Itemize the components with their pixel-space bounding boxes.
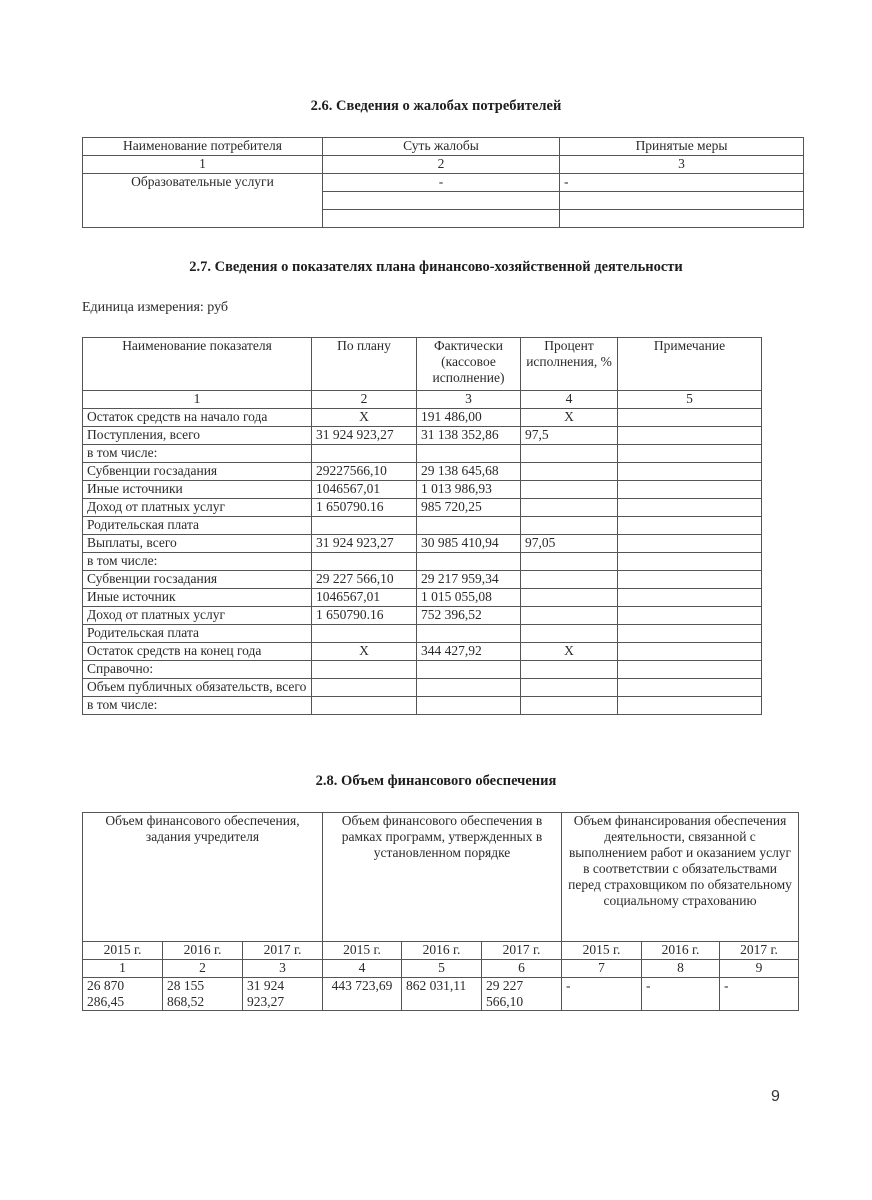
percent-cell xyxy=(521,553,618,571)
header-cell: Наименование показателя xyxy=(83,338,312,391)
note-cell xyxy=(618,643,762,661)
percent-cell xyxy=(521,481,618,499)
complaint-cell: - xyxy=(323,174,560,192)
plan-cell xyxy=(312,661,417,679)
value-cell: 26 870 286,45 xyxy=(83,978,163,1011)
indicator-name-cell: Выплаты, всего xyxy=(83,535,312,553)
column-number: 7 xyxy=(562,960,642,978)
indicator-name-cell: Справочно: xyxy=(83,661,312,679)
percent-cell xyxy=(521,607,618,625)
plan-cell: 1046567,01 xyxy=(312,481,417,499)
year-cell: 2015 г. xyxy=(83,942,163,960)
table-row xyxy=(83,589,762,607)
header-cell: Суть жалобы xyxy=(323,138,560,156)
plan-cell xyxy=(312,553,417,571)
fact-cell: 1 015 055,08 xyxy=(417,589,521,607)
column-number: 1 xyxy=(83,391,312,409)
year-cell: 2017 г. xyxy=(482,942,562,960)
indicator-name-cell: Остаток средств на начало года xyxy=(83,409,312,427)
percent-cell xyxy=(521,463,618,481)
fact-cell xyxy=(417,625,521,643)
table-row xyxy=(83,661,762,679)
complaint-cell xyxy=(323,210,560,228)
table-row xyxy=(83,445,762,463)
table-row xyxy=(83,571,762,589)
note-cell xyxy=(618,427,762,445)
measures-cell: - xyxy=(560,174,804,192)
percent-cell: X xyxy=(521,409,618,427)
plan-cell: X xyxy=(312,643,417,661)
fact-cell: 1 013 986,93 xyxy=(417,481,521,499)
indicator-name-cell: Субвенции госзадания xyxy=(83,571,312,589)
section-2-8-title: 2.8. Объем финансового обеспечения xyxy=(315,773,557,789)
column-number: 2 xyxy=(323,156,560,174)
column-number: 6 xyxy=(482,960,562,978)
fact-cell: 29 138 645,68 xyxy=(417,463,521,481)
note-cell xyxy=(618,625,762,643)
header-cell: Принятые меры xyxy=(560,138,804,156)
fact-cell: 191 486,00 xyxy=(417,409,521,427)
plan-cell: 1 650790.16 xyxy=(312,499,417,517)
note-cell xyxy=(618,607,762,625)
note-cell xyxy=(618,571,762,589)
fact-cell xyxy=(417,445,521,463)
unit-label: Единица измерения: руб xyxy=(82,300,229,315)
plan-cell: 31 924 923,27 xyxy=(312,535,417,553)
group-header-social-insurance: Объем финансирования обеспечения деятельности, связанной с выполнением работ и оказанием услуг в соответствии с обязательствами перед страховщиком по обязательному социальному страхованию xyxy=(562,813,799,942)
header-cell: Фактически (кассовое исполнение) xyxy=(417,338,521,391)
year-cell: 2015 г. xyxy=(323,942,402,960)
percent-cell xyxy=(521,517,618,535)
consumer-cell: Образовательные услуги xyxy=(83,174,323,228)
fact-cell: 344 427,92 xyxy=(417,643,521,661)
note-cell xyxy=(618,409,762,427)
financial-support-table xyxy=(82,812,799,1011)
year-cell: 2016 г. xyxy=(642,942,720,960)
column-number: 1 xyxy=(83,156,323,174)
indicator-name-cell: Родительская плата xyxy=(83,517,312,535)
plan-cell xyxy=(312,625,417,643)
section-2-6-title: 2.6. Сведения о жалобах потребителей xyxy=(310,98,562,114)
value-cell: - xyxy=(562,978,642,1011)
header-cell: Наименование потребителя xyxy=(83,138,323,156)
column-number: 4 xyxy=(323,960,402,978)
financial-plan-rows xyxy=(83,409,762,715)
table-row xyxy=(83,553,762,571)
note-cell xyxy=(618,679,762,697)
value-cell: 28 155 868,52 xyxy=(163,978,243,1011)
note-cell xyxy=(618,445,762,463)
fact-cell xyxy=(417,697,521,715)
note-cell xyxy=(618,535,762,553)
measures-cell xyxy=(560,210,804,228)
table-row xyxy=(83,697,762,715)
indicator-name-cell: в том числе: xyxy=(83,697,312,715)
column-number: 8 xyxy=(642,960,720,978)
fact-cell: 29 217 959,34 xyxy=(417,571,521,589)
column-number-row xyxy=(83,960,799,978)
fact-cell xyxy=(417,679,521,697)
plan-cell xyxy=(312,679,417,697)
complaint-cell xyxy=(323,192,560,210)
indicator-name-cell: в том числе: xyxy=(83,553,312,571)
value-cell: 862 031,11 xyxy=(402,978,482,1011)
percent-cell xyxy=(521,625,618,643)
fact-cell xyxy=(417,661,521,679)
note-cell xyxy=(618,553,762,571)
note-cell xyxy=(618,463,762,481)
complaints-table xyxy=(82,137,804,228)
column-number: 5 xyxy=(402,960,482,978)
table-header-row xyxy=(83,338,762,391)
percent-cell xyxy=(521,571,618,589)
note-cell xyxy=(618,499,762,517)
note-cell xyxy=(618,517,762,535)
plan-cell xyxy=(312,517,417,535)
table-row xyxy=(83,643,762,661)
column-number: 2 xyxy=(163,960,243,978)
indicator-name-cell: Иные источник xyxy=(83,589,312,607)
plan-cell: 29 227 566,10 xyxy=(312,571,417,589)
section-2-7-title: 2.7. Сведения о показателях плана финансово-хозяйственной деятельности xyxy=(189,259,683,275)
percent-cell xyxy=(521,661,618,679)
column-number-row xyxy=(83,156,804,174)
table-row xyxy=(83,481,762,499)
note-cell xyxy=(618,589,762,607)
table-row xyxy=(83,499,762,517)
indicator-name-cell: Поступления, всего xyxy=(83,427,312,445)
header-cell: Процент исполнения, % xyxy=(521,338,618,391)
percent-cell xyxy=(521,589,618,607)
year-cell: 2017 г. xyxy=(243,942,323,960)
measures-cell xyxy=(560,192,804,210)
group-header-row xyxy=(83,813,799,942)
financial-plan-table xyxy=(82,337,762,715)
percent-cell xyxy=(521,679,618,697)
table-row xyxy=(83,679,762,697)
indicator-name-cell: Субвенции госзадания xyxy=(83,463,312,481)
value-cell: - xyxy=(720,978,799,1011)
percent-cell xyxy=(521,697,618,715)
note-cell xyxy=(618,661,762,679)
note-cell xyxy=(618,481,762,499)
indicator-name-cell: Доход от платных услуг xyxy=(83,499,312,517)
year-cell: 2015 г. xyxy=(562,942,642,960)
column-number: 3 xyxy=(560,156,804,174)
value-cell: 29 227 566,10 xyxy=(482,978,562,1011)
table-row xyxy=(83,409,762,427)
table-row xyxy=(83,517,762,535)
table-row xyxy=(83,463,762,481)
indicator-name-cell: в том числе: xyxy=(83,445,312,463)
column-number: 9 xyxy=(720,960,799,978)
plan-cell: X xyxy=(312,409,417,427)
indicator-name-cell: Остаток средств на конец года xyxy=(83,643,312,661)
percent-cell: 97,5 xyxy=(521,427,618,445)
header-cell: Примечание xyxy=(618,338,762,391)
group-header-programs: Объем финансового обеспечения в рамках программ, утвержденных в установленном порядке xyxy=(323,813,562,942)
fact-cell: 985 720,25 xyxy=(417,499,521,517)
percent-cell xyxy=(521,445,618,463)
year-cell: 2017 г. xyxy=(720,942,799,960)
percent-cell: X xyxy=(521,643,618,661)
fact-cell xyxy=(417,517,521,535)
table-row xyxy=(83,625,762,643)
indicator-name-cell: Родительская плата xyxy=(83,625,312,643)
column-number: 2 xyxy=(312,391,417,409)
years-row xyxy=(83,942,799,960)
value-cell: 443 723,69 xyxy=(323,978,402,1011)
column-number: 3 xyxy=(417,391,521,409)
note-cell xyxy=(618,697,762,715)
plan-cell: 1046567,01 xyxy=(312,589,417,607)
table-row xyxy=(83,174,804,192)
values-row xyxy=(83,978,799,1011)
table-header-row xyxy=(83,138,804,156)
plan-cell xyxy=(312,445,417,463)
group-header-founder-task: Объем финансового обеспечения, задания учредителя xyxy=(83,813,323,942)
indicator-name-cell: Доход от платных услуг xyxy=(83,607,312,625)
table-row xyxy=(83,427,762,445)
fact-cell: 30 985 410,94 xyxy=(417,535,521,553)
column-number: 4 xyxy=(521,391,618,409)
plan-cell: 31 924 923,27 xyxy=(312,427,417,445)
year-cell: 2016 г. xyxy=(402,942,482,960)
plan-cell: 1 650790.16 xyxy=(312,607,417,625)
fact-cell: 752 396,52 xyxy=(417,607,521,625)
indicator-name-cell: Объем публичных обязательств, всего xyxy=(83,679,312,697)
table-row xyxy=(83,607,762,625)
column-number: 1 xyxy=(83,960,163,978)
value-cell: 31 924 923,27 xyxy=(243,978,323,1011)
table-row xyxy=(83,535,762,553)
plan-cell xyxy=(312,697,417,715)
plan-cell: 29227566,10 xyxy=(312,463,417,481)
column-number: 3 xyxy=(243,960,323,978)
percent-cell xyxy=(521,499,618,517)
year-cell: 2016 г. xyxy=(163,942,243,960)
percent-cell: 97,05 xyxy=(521,535,618,553)
column-number: 5 xyxy=(618,391,762,409)
page-number: 9 xyxy=(771,1088,780,1105)
indicator-name-cell: Иные источники xyxy=(83,481,312,499)
fact-cell xyxy=(417,553,521,571)
column-number-row xyxy=(83,391,762,409)
fact-cell: 31 138 352,86 xyxy=(417,427,521,445)
header-cell: По плану xyxy=(312,338,417,391)
value-cell: - xyxy=(642,978,720,1011)
